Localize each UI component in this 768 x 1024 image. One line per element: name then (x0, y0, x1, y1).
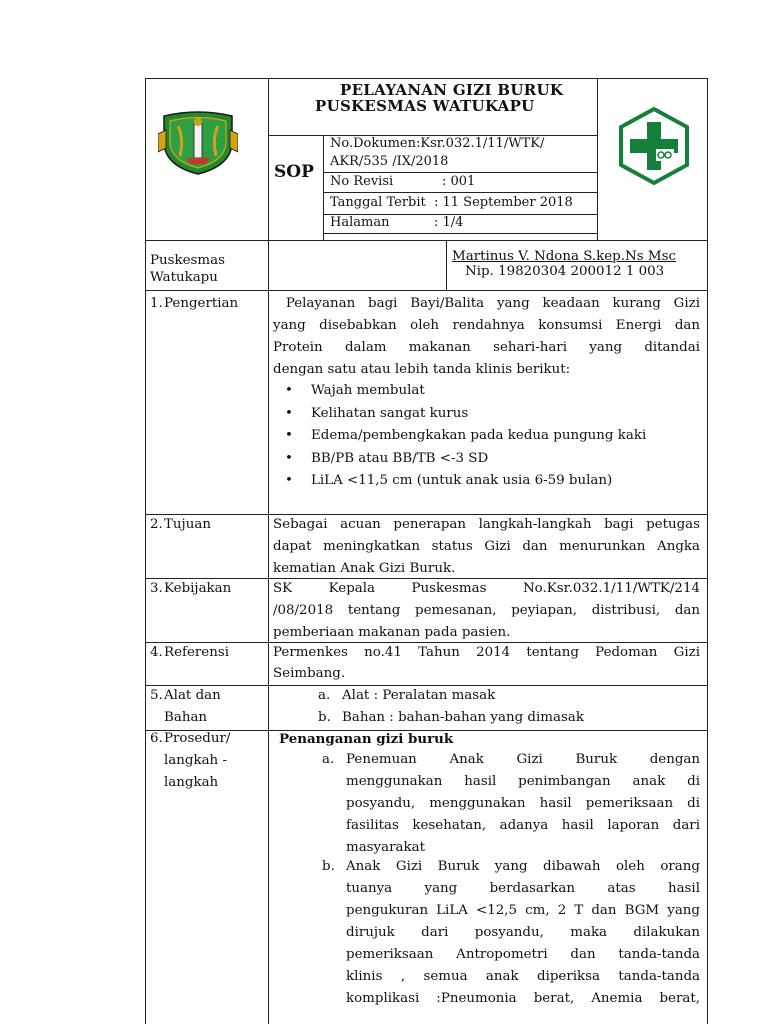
text-line: posyandu, menggunakan hasil pemeriksaan di (346, 796, 700, 811)
label-column-divider (268, 78, 269, 1024)
text-line: tuanya yang berdasarkan atas hasil (346, 881, 700, 896)
section-title: Tujuan (164, 517, 211, 532)
page-label: Halaman (330, 215, 390, 230)
list-item (322, 749, 700, 859)
section-label-prosedur (150, 728, 230, 794)
header-row-bottom (145, 240, 708, 241)
section-title: Pengertian (164, 296, 239, 311)
section-title: Alat dan (164, 688, 221, 703)
text-line: fasilitas kesehatan, adanya hasil laporan dari (346, 818, 700, 833)
referensi-text (273, 642, 700, 684)
text-line: Pelayanan bagi Bayi/Balita yang keadaan kurang Gizi (273, 296, 700, 311)
section-label-alat-bahan (150, 685, 221, 729)
page-value: : 1/4 (434, 215, 464, 230)
document-title-line2: PUSKESMAS WATUKAPU (315, 97, 535, 115)
signer-name: Martinus V. Ndona S.kep.Ns Msc (452, 249, 676, 264)
text-line: Penemuan Anak Gizi Buruk dengan (346, 752, 700, 767)
org-name-line1: Puskesmas (150, 253, 225, 268)
procedure-item-b (322, 856, 700, 1010)
table-border-right (707, 78, 708, 1024)
org-row-bottom (145, 290, 708, 291)
text-line: Permenkes no.41 Tahun 2014 tentang Pedoman Gizi (273, 645, 700, 660)
text-line: Seimbang. (273, 666, 346, 681)
list-item: • Wajah membulat (273, 380, 700, 403)
section-number: 5. (150, 688, 163, 703)
list-item (318, 685, 700, 707)
section-title-cont: langkah - (164, 753, 227, 768)
doc-number-line1: No.Dokumen:Ksr.032.1/11/WTK/ (330, 136, 545, 151)
section-label-tujuan (150, 514, 211, 536)
regency-emblem-icon (158, 108, 238, 176)
text-line: masyarakat (346, 840, 425, 855)
section-title-cont: langkah (164, 775, 219, 790)
section-number: 6. (150, 731, 163, 746)
signer-column-divider (446, 240, 447, 290)
section-label-pengertian (150, 293, 238, 315)
text-line: kematian Anak Gizi Buruk. (273, 561, 456, 576)
issue-date-label: Tanggal Terbit (330, 195, 426, 210)
list-marker: b. (318, 710, 331, 725)
meta-row-divider (323, 172, 597, 173)
puskesmas-cross-icon (614, 106, 694, 186)
section-title-cont: Bahan (164, 710, 208, 725)
section-number: 4. (150, 645, 163, 660)
clinical-signs-list (273, 380, 700, 493)
list-marker: a. (318, 688, 331, 703)
list-item: • Edema/pembengkakan pada kedua pungung kaki (273, 425, 700, 448)
list-item: • Kelihatan sangat kurus (273, 403, 700, 426)
text-line: menggunakan hasil penimbangan anak di (346, 774, 700, 789)
text-line: dirujuk dari posyandu, maka dilakukan (346, 925, 700, 940)
section-label-referensi (150, 642, 229, 664)
revision-label: No Revisi (330, 174, 394, 189)
tujuan-text (273, 514, 700, 580)
procedure-heading: Penanganan gizi buruk (279, 731, 454, 747)
text-line: Anak Gizi Buruk yang dibawah oleh orang (346, 859, 700, 874)
section-title: Prosedur/ (164, 731, 231, 746)
alat-bahan-list (318, 685, 700, 729)
revision-value: : 001 (442, 174, 476, 189)
table-border-top (145, 78, 708, 79)
list-item (322, 856, 700, 1010)
signer-nip: Nip. 19820304 200012 1 003 (465, 264, 665, 279)
procedure-item-a (322, 749, 700, 859)
list-item: • LiLA <11,5 cm (untuk anak usia 6-59 bulan) (273, 470, 700, 493)
text-line: yang disebabkan oleh rendahnya konsumsi Energi dan (273, 318, 700, 333)
section-title: Kebijakan (164, 581, 232, 596)
text-line: Sebagai acuan penerapan langkah-langkah bagi petugas (273, 517, 700, 532)
text-line: pemberiaan makanan pada pasien. (273, 625, 511, 640)
text-line: dengan satu atau lebih tanda klinis berikut: (273, 362, 571, 377)
list-marker: a. (322, 752, 335, 767)
section-number: 3. (150, 581, 163, 596)
sop-label: SOP (274, 162, 314, 182)
section-label-kebijakan (150, 578, 231, 600)
section-title: Referensi (164, 645, 229, 660)
list-text: Bahan : bahan-bahan yang dimasak (342, 710, 584, 725)
text-line: dapat meningkatkan status Gizi dan menurunkan Angka (273, 539, 700, 554)
meta-row-divider (323, 192, 597, 193)
text-line: SK Kepala Puskesmas No.Ksr.032.1/11/WTK/214 (273, 581, 700, 596)
text-line: klinis , semua anak diperiksa tanda-tanda (346, 969, 700, 984)
list-item: • BB/PB atau BB/TB <-3 SD (273, 448, 700, 471)
text-line: pengukuran LiLA <12,5 cm, 2 T dan BGM yang (346, 903, 700, 918)
text-line: Protein dalam makanan sehari-hari yang ditandai (273, 340, 700, 355)
org-name-line2: Watukapu (150, 270, 218, 285)
right-logo-column-divider (597, 78, 598, 240)
section-number: 2. (150, 517, 163, 532)
meta-row-divider (323, 233, 597, 234)
text-line: /08/2018 tentang pemesanan, peyiapan, distribusi, dan (273, 603, 700, 618)
text-line: pemeriksaan Antropometri dan tanda-tanda (346, 947, 700, 962)
doc-number-line2: AKR/535 /IX/2018 (330, 154, 449, 169)
list-item (318, 707, 700, 729)
section-number: 1. (150, 296, 163, 311)
issue-date-value: : 11 September 2018 (434, 195, 573, 210)
list-text: Alat : Peralatan masak (342, 688, 496, 703)
pengertian-text (273, 293, 700, 381)
table-border-left (145, 78, 146, 1024)
list-marker: b. (322, 859, 335, 874)
sop-column-divider (323, 135, 324, 240)
text-line: komplikasi :Pneumonia berat, Anemia berat, (346, 991, 700, 1006)
document-title-line1: PELAYANAN GIZI BURUK (340, 81, 564, 99)
kebijakan-text (273, 578, 700, 644)
